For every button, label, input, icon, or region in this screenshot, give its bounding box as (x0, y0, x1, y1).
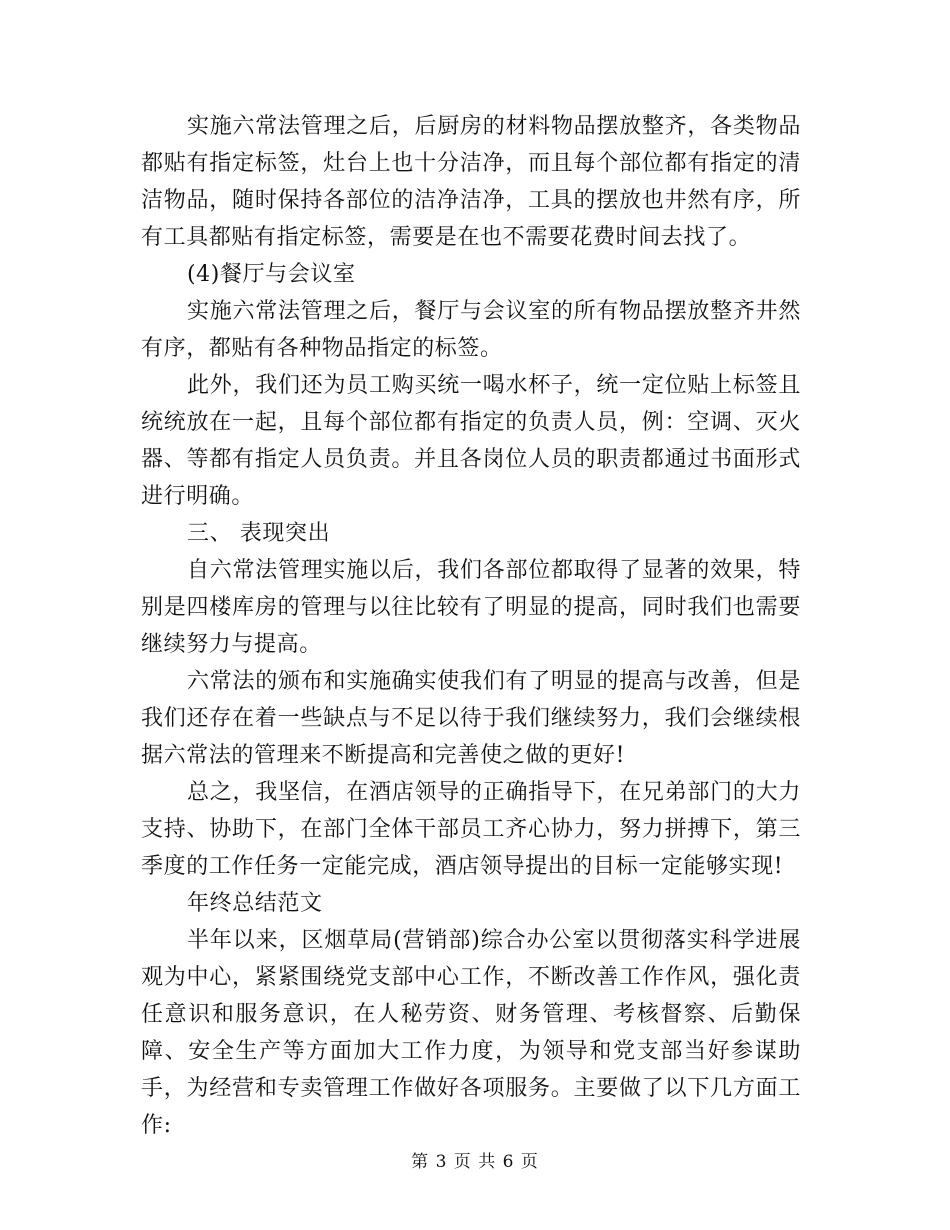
paragraph-staff-cups: 此外，我们还为员工购买统一喝水杯子，统一定位贴上标签且统统放在一起，且每个部位都有指定的负责人员，例：空调、灭火器、等都有指定人员负责。并且各岗位人员的职责都通过书面形式进行明确。 (141, 373, 801, 509)
document-body (141, 108, 801, 1144)
paragraph-office-work: 半年以来，区烟草局(营销部)综合办公室以贯彻落实科学进展观为中心，紧紧围绕党支部中心工作，不断改善工作作风，强化责任意识和服务意识，在人秘劳资、财务管理、考核督察、后勤保障、安全生产等方面加大工作力度，为领导和党支部当好参谋助手，为经营和专卖管理工作做好各项服务。主要做了以下几方面工作: (141, 928, 801, 1138)
heading-year-end-summary: 年终总结范文 (187, 891, 323, 916)
paragraph-results: 自六常法管理实施以后，我们各部位都取得了显著的效果，特别是四楼库房的管理与以往比较有了明显的提高，同时我们也需要继续努力与提高。 (141, 558, 801, 657)
heading-dining-meeting-room: (4)餐厅与会议室 (187, 262, 356, 287)
page-number: 第 3 页 共 6 页 (411, 1152, 539, 1172)
paragraph-kitchen: 实施六常法管理之后，后厨房的材料物品摆放整齐，各类物品都贴有指定标签，灶台上也十分洁净，而且每个部位都有指定的清洁物品，随时保持各部位的洁净洁净，工具的摆放也井然有序，所有工具都贴有指定标签，需要是在也不需要花费时间去找了。 (141, 114, 801, 250)
paragraph-improvement: 六常法的颁布和实施确实使我们有了明显的提高与改善，但是我们还存在着一些缺点与不足以待于我们继续努力，我们会继续根据六常法的管理来不断提高和完善使之做的更好! (141, 669, 801, 768)
heading-performance: 三、 表现突出 (187, 521, 331, 546)
paragraph-dining-meeting-room: 实施六常法管理之后，餐厅与会议室的所有物品摆放整齐井然有序，都贴有各种物品指定的标签。 (141, 299, 801, 361)
paragraph-conclusion: 总之，我坚信，在酒店领导的正确指导下，在兄弟部门的大力支持、协助下，在部门全体干部员工齐心协力，努力拼搏下，第三季度的工作任务一定能完成，酒店领导提出的目标一定能够实现! (141, 780, 801, 879)
